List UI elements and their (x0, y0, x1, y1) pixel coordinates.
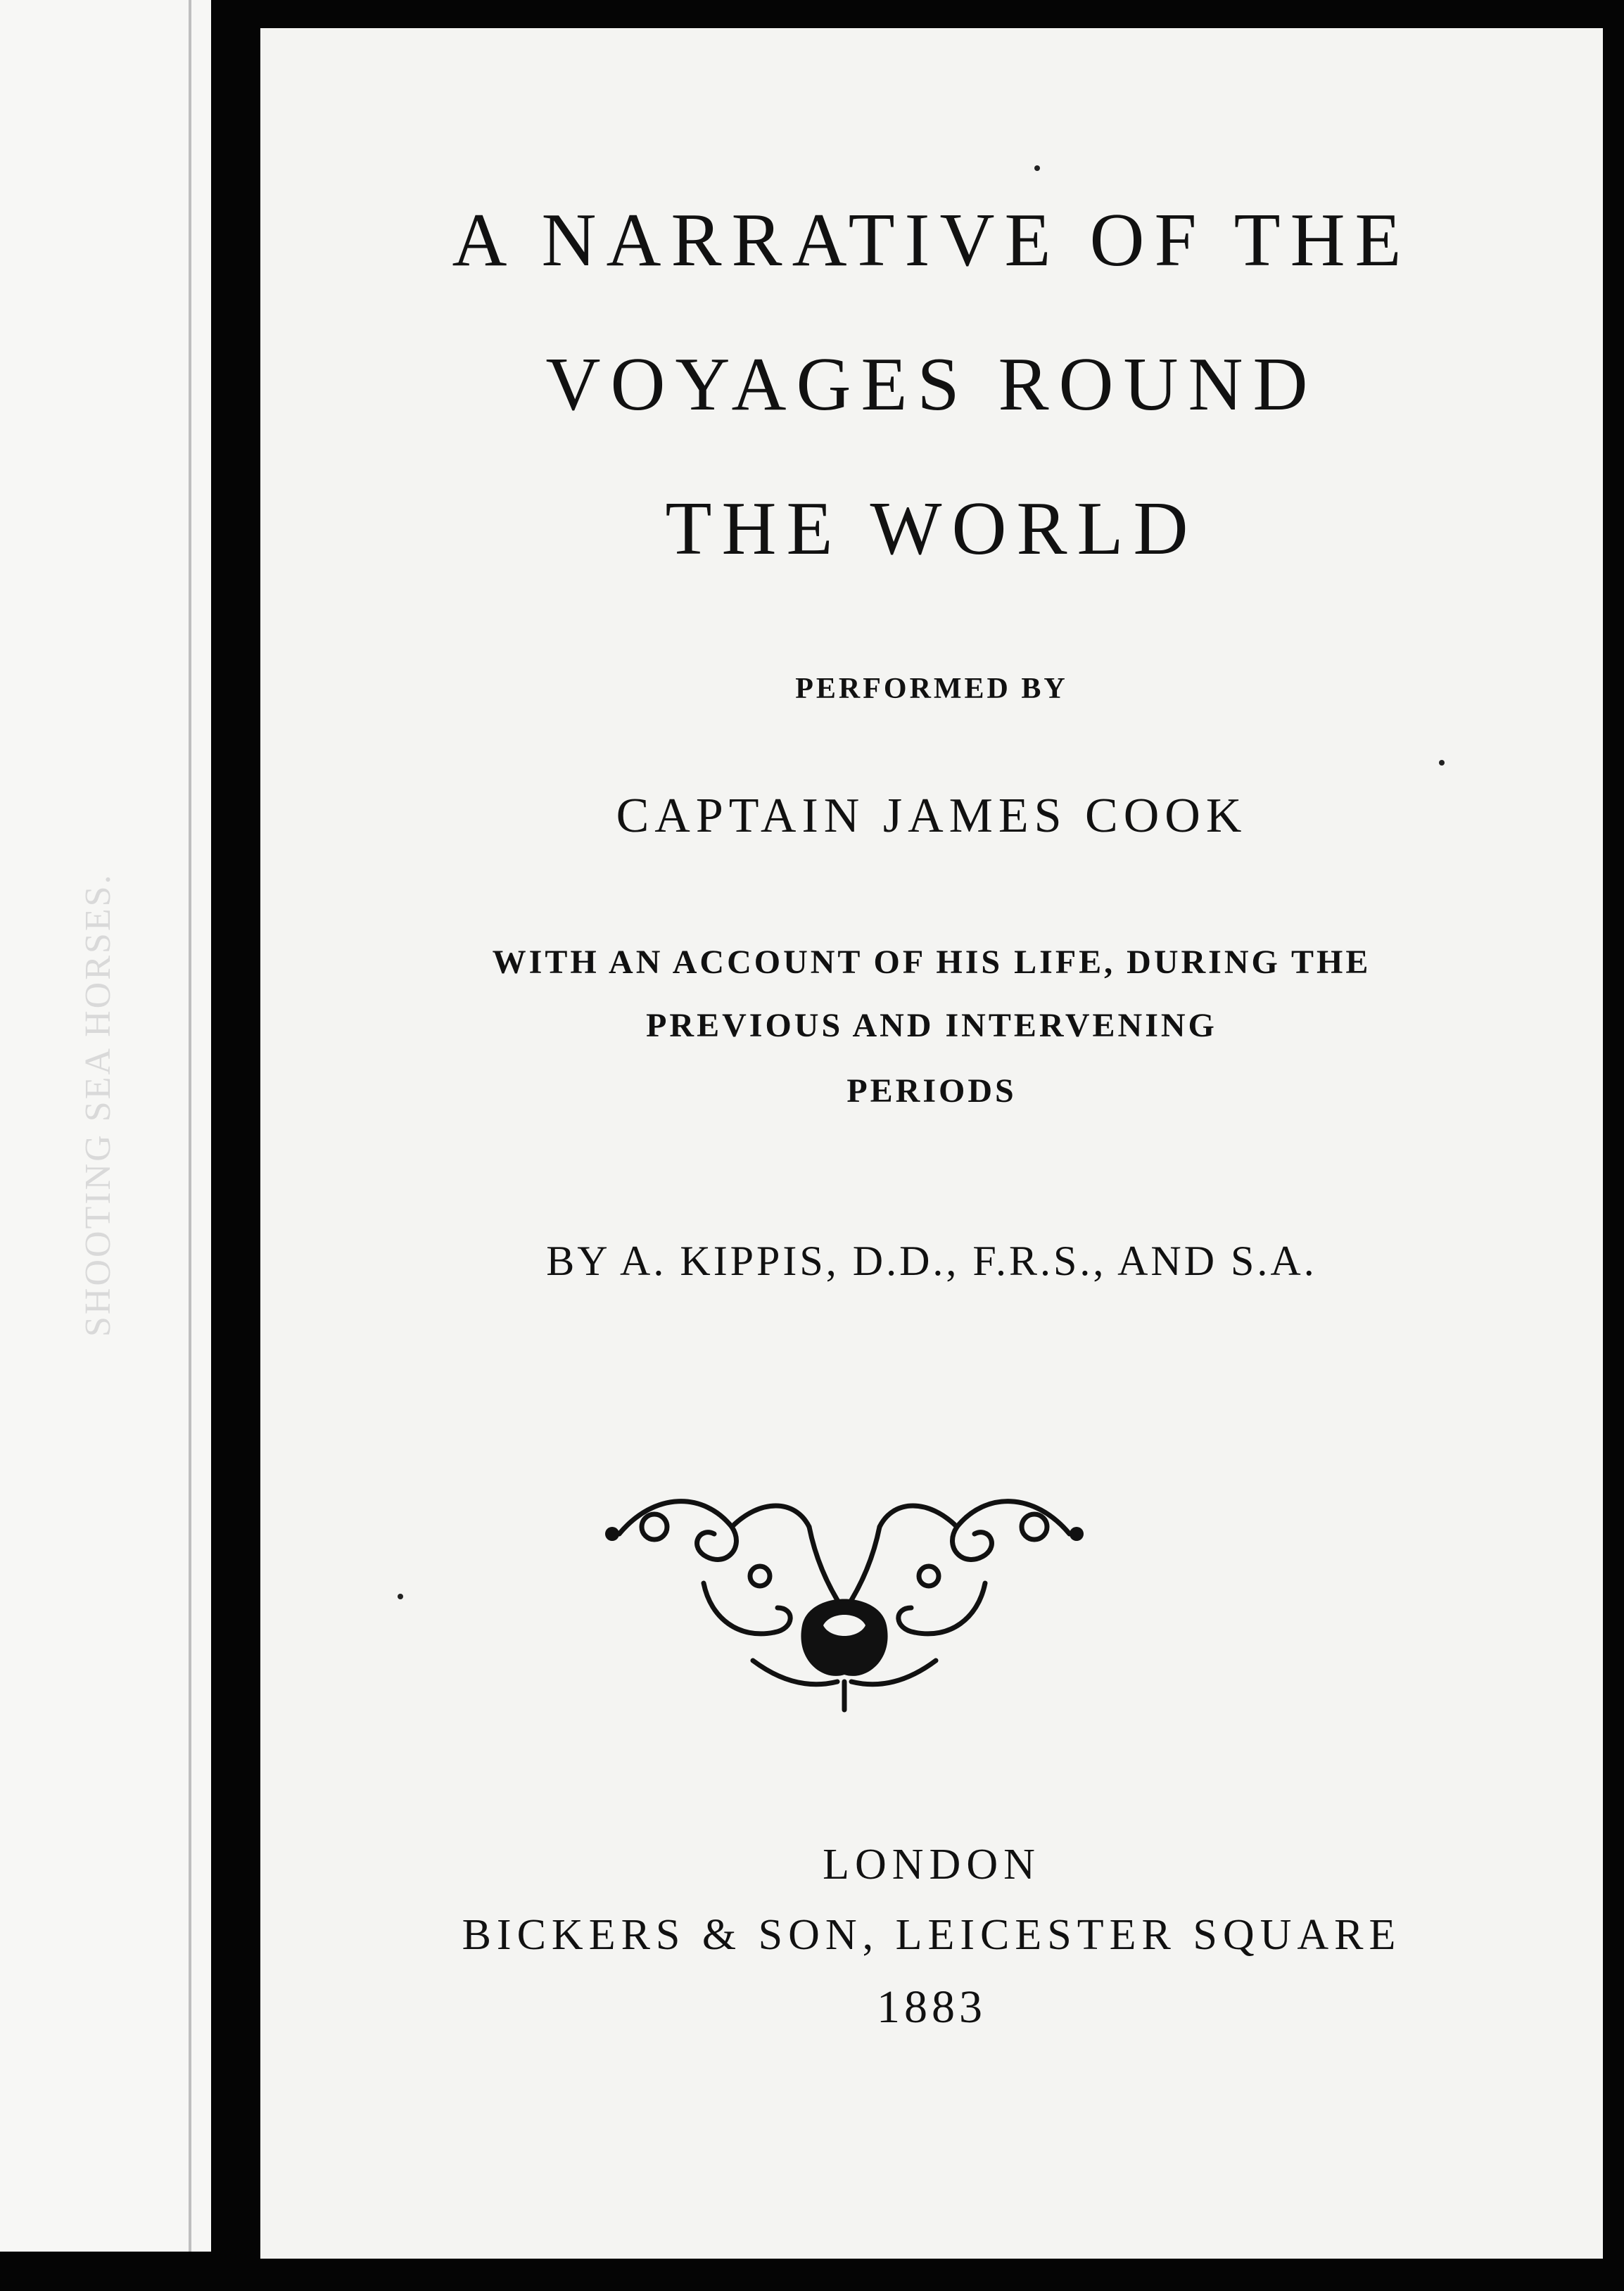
performed-by: PERFORMED BY (795, 673, 1068, 705)
paper-speck (1439, 760, 1445, 766)
account-line-3: PERIODS (846, 1072, 1017, 1110)
imprint-city: LONDON (823, 1841, 1041, 1889)
imprint-year: 1883 (877, 1981, 987, 2033)
paper-speck (398, 1594, 403, 1599)
page-edge-line (189, 0, 191, 2252)
account-line-2: PREVIOUS AND INTERVENING (646, 1007, 1217, 1044)
title-page (260, 28, 1603, 2259)
imprint-publisher: BICKERS & SON, LEICESTER SQUARE (462, 1911, 1402, 1959)
subject-name: CAPTAIN JAMES COOK (616, 789, 1248, 843)
account-line-1: WITH AN ACCOUNT OF HIS LIFE, DURING THE (492, 944, 1371, 981)
title-line-2: VOYAGES ROUND (545, 343, 1318, 426)
floral-ornament (598, 1449, 1091, 1717)
title-line-3: THE WORLD (665, 487, 1198, 571)
title-line-1: A NARRATIVE OF THE (452, 198, 1412, 282)
facing-page-caption: SHOOTING SEA HORSES. (78, 872, 118, 1337)
paper-speck (1034, 165, 1040, 171)
author-byline: BY A. KIPPIS, D.D., F.R.S., AND S.A. (546, 1238, 1317, 1284)
facing-page (0, 0, 211, 2252)
